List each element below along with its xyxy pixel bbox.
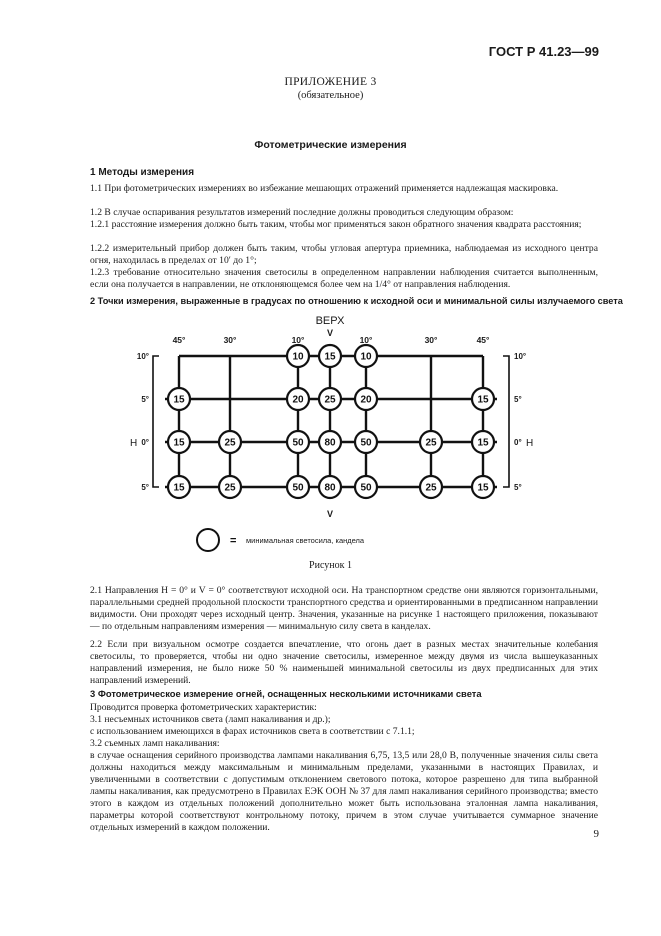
measurement-point-value: 50: [360, 437, 372, 449]
measurement-point-value: 80: [324, 482, 336, 494]
paragraph-3-2: в случае оснащения серийного производства лампами накаливания 6,75, 13,5 или 28,0 В, полученные значения силы света должны находиться между максимальным и минимальным пределами, указанными в настоящих Правилах, и увеличенными в соответствии с допустимым отклонением светового потока, которое разрешено для типа выбранной лампы накаливания, как предусмотрено в Правилах ЕЭК ООН № 37 для ламп накаливания серийного производства; вместо этого в каждом из отдельных положений дополнительно может быть использована эталонная лампа накаливания, параметры которой соответствуют контрольному потоку, причем в этом случае учитывается суммарное значение отдельных измерений в каждом положении.: [90, 750, 598, 833]
measurement-point-value: 25: [224, 437, 236, 449]
column-label: 10°: [291, 335, 305, 345]
paragraph-2-2: 2.2 Если при визуальном осмотре создается впечатление, что огонь дает в разных местах значительные колебания светосилы, то проверяется, чтобы ни одно значение светосилы, измеренное между двумя из числа вышеуказанных направлений измерения, не было ниже 50 % наименьшей минимальной светосилы из двух предписанных для этих направлений измерений.: [90, 639, 598, 686]
row-label-left: 5°: [141, 483, 149, 492]
paragraph-1-1: 1.1 При фотометрических измерениях во избежание мешающих отражений применяется надлежащая маскировка.: [90, 183, 559, 194]
row-label-left: 0°: [141, 438, 149, 447]
measurement-point-value: 20: [360, 394, 372, 406]
section3-heading: 3 Фотометрическое измерение огней, оснащенных несколькими источниками света: [90, 688, 482, 699]
page-number: 9: [593, 828, 599, 840]
annex-subtitle: (обязательное): [297, 90, 364, 101]
section3-line-3: с использованием имеющихся в фарах источников света в соответствии с 7.1.1;: [90, 726, 415, 737]
measurement-point-value: 50: [360, 482, 372, 494]
paragraph-1-2-1: 1.2.1 расстояние измерения должно быть таким, чтобы мог применяться закон обратного значения квадрата расстояния;: [90, 219, 582, 230]
column-label: 45°: [476, 335, 490, 345]
section2-heading: 2 Точки измерения, выраженные в градусах по отношению к исходной оси и минимальной силы излучаемого света: [90, 296, 623, 306]
measurement-point-value: 80: [324, 437, 336, 449]
section3-line-1: Проводится проверка фотометрических характеристик:: [90, 702, 317, 713]
row-label-left: 10°: [136, 352, 149, 361]
legend-equals: =: [230, 535, 237, 547]
paragraph-1-2-2: 1.2.2 измерительный прибор должен быть таким, чтобы угловая апертура приемника, наблюдаемая из исходного центра огня, находилась в пределах от 10′ до 1°;: [90, 243, 598, 266]
annex-title: ПРИЛОЖЕНИЕ 3: [284, 76, 377, 88]
measurement-point-value: 10: [360, 351, 372, 363]
row-label-right: 5°: [514, 395, 522, 404]
measurement-point-value: 15: [477, 482, 489, 494]
measurement-point-value: 15: [324, 351, 336, 363]
measurement-point-value: 50: [292, 437, 304, 449]
measurement-point-value: 25: [425, 437, 437, 449]
column-label: 45°: [172, 335, 186, 345]
legend-text: минимальная светосила, кандела: [246, 536, 365, 545]
measurement-point-value: 25: [324, 394, 336, 406]
section3-line-4: 3.2 съемных ламп накаливания:: [90, 738, 220, 749]
measurement-point-value: 10: [292, 351, 304, 363]
row-label-left: 5°: [141, 395, 149, 404]
paragraph-1-2: 1.2 В случае оспаривания результатов измерений последние должны проводиться следующим образом:: [90, 207, 514, 218]
document-code: ГОСТ Р 41.23—99: [488, 44, 599, 59]
column-label: 30°: [223, 335, 237, 345]
left-bracket: [153, 356, 159, 487]
measurement-point-value: 15: [173, 437, 185, 449]
measurement-point-value: 15: [173, 482, 185, 494]
section3-line-2: 3.1 несъемных источников света (ламп накаливания и др.);: [90, 714, 331, 725]
row-label-right: 10°: [514, 352, 527, 361]
column-label: 10°: [359, 335, 373, 345]
measurement-point-value: 15: [477, 394, 489, 406]
measurement-point-value: 25: [224, 482, 236, 494]
measurement-point-value: 25: [425, 482, 437, 494]
paragraph-2-1: 2.1 Направления H = 0° и V = 0° соответствуют исходной оси. На транспортном средстве они являются горизонтальными, параллельными средней продольной плоскости транспортного средства и ориентированными в предписанном направлении видимости. Они проходят через исходный центр. Значения, указанные на рисунке 1 настоящего приложения, показывают — по отдельным направлениям измерения — минимальную силу света в канделах.: [90, 585, 598, 632]
paragraph-1-2-3: 1.2.3 требование относительно значения светосилы в определенном направлении наблюдения считается выполненным, если она получается в направлении, не отклоняющемся более чем на 1/4° от направления наблюдения.: [90, 267, 598, 290]
measurement-points-diagram: [126, 312, 536, 562]
measurement-point-value: 20: [292, 394, 304, 406]
row-label-right: 5°: [514, 483, 522, 492]
h-axis-label-right: H: [526, 438, 534, 449]
figure-top-label: ВЕРХ: [315, 315, 345, 327]
v-axis-label-bottom: V: [326, 509, 334, 519]
measurement-point-value: 50: [292, 482, 304, 494]
legend-circle: [197, 529, 219, 551]
right-bracket: [503, 356, 509, 487]
measurement-point-value: 15: [477, 437, 489, 449]
column-label: 30°: [424, 335, 438, 345]
document-title: Фотометрические измерения: [254, 139, 407, 151]
h-axis-label-left: H: [130, 438, 138, 449]
v-axis-label-top: V: [326, 328, 334, 338]
measurement-point-value: 15: [173, 394, 185, 406]
figure-caption: Рисунок 1: [309, 560, 352, 571]
row-label-right: 0°: [514, 438, 522, 447]
section1-heading: 1 Методы измерения: [90, 167, 195, 178]
